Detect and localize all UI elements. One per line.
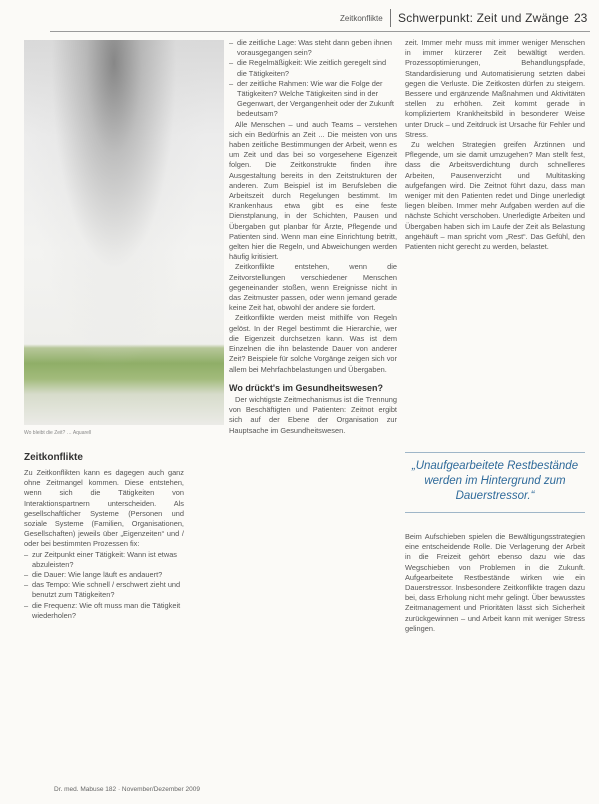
header-title: Schwerpunkt: Zeit und Zwänge bbox=[398, 11, 570, 25]
col3-para: Zu welchen Strategien greifen Ärztinnen und Pflegende, um sie damit umzugehen? Man stellt fest, dass die Arbeitsverdichtung durch schnelleres Arbeiten, Pausenverzicht und Multitasking aufgefangen wird. Die Zeitnot führt dazu, dass man weniger mit den Patienten redet und Dinge unerledigt liegen bleiben. Immer mehr Aufgaben werden auf die nächste Schicht verschoben. Unerledigte Arbeiten und Übergaben haben sich im Laufe der Zeit als Belastung angehäuft – man spricht vom „Rest“. Das Gefühl, den Patienten nicht gerecht zu werden, belastet. bbox=[405, 140, 585, 252]
col2-para: Zeitkonflikte werden meist mithilfe von Regeln gelöst. In der Regel bestimmt die Hierarchie, wer die Eigenzeit durchsetzen kann. Was ist dem Einzelnen die ihn belastende Dauer von anderer Zeit? Beispiele für solche Vorgänge zeigen sich vor allem bei Mehrfachbelastungen und Übergaben. bbox=[229, 313, 397, 374]
header-rule bbox=[50, 31, 590, 32]
column-2 bbox=[229, 38, 397, 436]
page-header bbox=[0, 0, 599, 30]
col2-para: Alle Menschen – und auch Teams – verstehen sich ein Bedürfnis an Zeit ... Die meisten von uns haben zeitliche Bestimmungen der Arbeit, wenn es um Zeit und das bei so vorgesehene Eigenzeit folgen. Die Zeitkonstrukte finden ihre Ausgestaltung bereits in den Zeitstrukturen der anderen. Zum Beispiel ist im Berufsleben die Arbeitszeit durch Regelungen bestimmt. Im Krankenhaus etwa gibt es eine feste Dienstplanung, in der Schichten, Pausen und Übergaben gut planbar für Ärzte, Pflegende und Patienten sind. Wenn man eine Einrichtung betritt, gelten hier die Regeln, und Abweichungen werden häufig kritisiert. bbox=[229, 119, 397, 262]
column-1 bbox=[24, 468, 184, 621]
section-heading-zeitkonflikte: Zeitkonflikte bbox=[24, 452, 83, 463]
column-3-bottom bbox=[405, 532, 585, 634]
list-item: – die Dauer: Wie lange läuft es andauert? bbox=[24, 570, 184, 580]
col2-para: Der wichtigste Zeitmechanismus ist die Trennung von Beschäftigten und Patienten: Zeitnot ergibt sich auf der Ebene der Organisation zur Hauptsache im Gesundheitswesen. bbox=[229, 394, 397, 435]
list-item: – die Regelmäßigkeit: Wie zeitlich geregelt sind die Tätigkeiten? bbox=[229, 58, 397, 78]
column-3-top bbox=[405, 38, 585, 252]
list-item: – die Frequenz: Wie oft muss man die Tätigkeit wiederholen? bbox=[24, 601, 184, 621]
col2-bullet-list bbox=[229, 38, 397, 120]
list-item: – das Tempo: Wie schnell / erschwert zieht und benutzt zum Tätigkeiten? bbox=[24, 580, 184, 600]
watercolor-image bbox=[24, 40, 224, 425]
col3-para: zeit. Immer mehr muss mit immer weniger Menschen in immer kürzerer Zeit bewältigt werden. Prozessoptimierungen, Behandlungspfade, Standardisierung und Automatisierung setzten dabei gegen die Verluste. Die Zeitkosten dürfen zu steigern. Bessere und ergänzende Maßnahmen und Aktivitäten stellen zu erhöhen. Zeit kommt gerade in kompliziertem Krankheitsbild in besonderer Weise unter Druck – und Zeitdruck ist Ursache für Fehler und Stress. bbox=[405, 38, 585, 139]
section-heading-gesundheitswesen: Wo drückt's im Gesundheitswesen? bbox=[229, 382, 384, 393]
col1-para: Zu Zeitkonflikten kann es dagegen auch ganz ohne Zeitmangel kommen. Diese entstehen, wenn sich die Tätigkeiten von Interaktionspartnern unterscheiden. Als gesellschaftlicher Systeme (Personen und soziale Systeme (Familien, Organisationen, Gesellschaften) jeweils über „Eigenzeiten“ und / oder bei bestimmten Prozessen fix: bbox=[24, 468, 184, 549]
list-item: – die zeitliche Lage: Was steht dann geben ihnen vorausgegangen sein? bbox=[229, 38, 397, 58]
list-item: – der zeitliche Rahmen: Wie war die Folge der Tätigkeiten? Welche Tätigkeiten sind in der Gegenwart, der Vergangenheit oder der Zukunft bedeutsam? bbox=[229, 79, 397, 120]
col3-para: Beim Aufschieben spielen die Bewältigungsstrategien eine entscheidende Rolle. Die Verlagerung der Arbeit in die Freizeit gehört ebenso dazu wie das Wegschieben von Problemen in die Zukunft. Aufgearbeitete Restbestände wirken wie ein Dauerstressor. Insbesondere Zeitkonflikte tragen dazu bei, dass Erholung nicht mehr gelingt. Über bewusstes Zeitmanagement und Prioritäten lässt sich Sicherheit zurückgewinnen – und Arbeit kann mit weniger Stress gelingen. bbox=[405, 532, 585, 633]
page-number: 23 bbox=[574, 11, 588, 25]
header-divider bbox=[390, 9, 391, 27]
header-section: Zeitkonflikte bbox=[340, 14, 383, 23]
list-item: – zur Zeitpunkt einer Tätigkeit: Wann ist etwas abzuleisten? bbox=[24, 550, 184, 570]
page-footer: Dr. med. Mabuse 182 · November/Dezember 2009 bbox=[54, 786, 200, 793]
image-caption: Wo bleibt die Zeit? … Aquarell bbox=[24, 430, 92, 436]
col2-para: Zeitkonflikte entstehen, wenn die Zeitvorstellungen verschiedener Menschen gegeneinander stoßen, wenn Ereignisse nicht in das Zeitmuster passen, oder wenn jemand gerade keine Zeit hat, obwohl der andere sie fordert. bbox=[229, 262, 397, 313]
pull-quote: „Unaufgearbeitete Restbestände werden im Hintergrund zum Dauerstressor.“ bbox=[405, 452, 585, 513]
col1-bullet-list bbox=[24, 550, 184, 621]
